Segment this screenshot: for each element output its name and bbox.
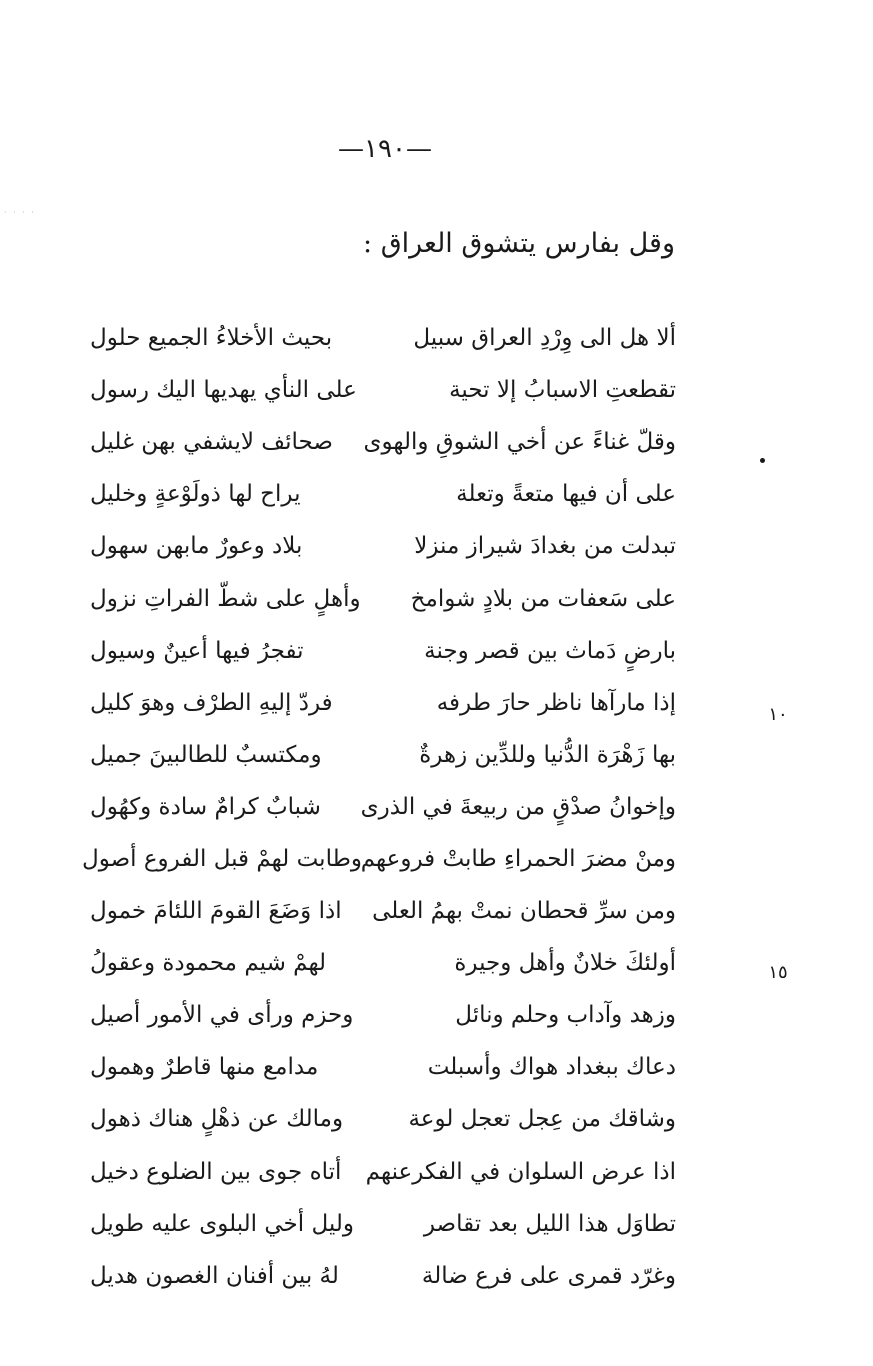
verse-second-hemistich: بلاد وعورٌ مابهن سهول (90, 533, 303, 560)
verse-second-hemistich: بحيث الأخلاءُ الجميع حلول (90, 325, 333, 352)
verse-first-hemistich: تقطعتِ الاسبابُ إلا تحية (449, 377, 676, 404)
verse-second-hemistich: اذا وَضَعَ القومَ اللئامَ خمول (90, 898, 342, 925)
verse-first-hemistich: وشاقك من عِجل تعجل لوعة (408, 1106, 676, 1133)
verse-line (90, 416, 676, 468)
verse-line (90, 1093, 676, 1145)
verse-line (90, 468, 676, 520)
verse-line (90, 312, 676, 364)
poem-heading: وقل بفارس يتشوق العراق : (363, 228, 675, 259)
page-number: —١٩٠— (338, 134, 432, 164)
verse-second-hemistich: لهمْ شيم محمودة وعقولُ (90, 950, 327, 977)
verse-first-hemistich: وغرّد قمرى على فرع ضالة (421, 1262, 676, 1289)
verse-line (90, 572, 676, 624)
verse-line (90, 625, 676, 677)
verse-second-hemistich: ومالك عن ذهْلٍ هناك ذهول (90, 1106, 344, 1133)
verse-first-hemistich: اذا عرض السلوان في الفكرعنهم (365, 1158, 676, 1185)
verse-first-hemistich: وزهد وآداب وحلم ونائل (455, 1002, 676, 1029)
verse-second-hemistich: يراح لها ذولَوْعةٍ وخليل (90, 481, 301, 508)
verse-second-hemistich: وليل أخي البلوى عليه طويل (90, 1210, 354, 1237)
verse-first-hemistich: بها زَهْرَة الدُّنيا وللدِّين زهرةٌ (419, 741, 676, 768)
verse-first-hemistich: على سَعفات من بلادٍ شوامخ (410, 585, 676, 612)
verse-second-hemistich: ومكتسبٌ للطالبينَ جميل (90, 741, 322, 768)
verse-first-hemistich: وقلّ غناءً عن أخي الشوقِ والهوى (363, 429, 676, 456)
verse-line (90, 1146, 676, 1198)
verse-second-hemistich: مدامع منها قاطرٌ وهمول (90, 1054, 319, 1081)
verse-second-hemistich: شبابٌ كرامٌ سادة وكهُول (90, 793, 321, 820)
verse-second-hemistich: صحائف لايشفي بهن غليل (90, 429, 333, 456)
verse-first-hemistich: تطاوَل هذا الليل بعد تقاصر (423, 1210, 676, 1237)
verse-second-hemistich: أتاه جوى بين الضلوع دخيل (90, 1158, 342, 1185)
verse-first-hemistich: وإخوانُ صدْقٍ من ربيعةَ في الذرى (360, 793, 676, 820)
verse-first-hemistich: بارضٍ دَماث بين قصر وجنة (424, 637, 676, 664)
verse-line (90, 989, 676, 1041)
margin-dot (760, 458, 765, 463)
line-number-15: ١٥ (768, 962, 788, 983)
poem-verses (82, 312, 676, 1302)
verse-line (90, 1041, 676, 1093)
verse-first-hemistich: ومن سرِّ قحطان نمتْ بهمُ العلى (372, 898, 676, 925)
verse-second-hemistich: فردّ إليهِ الطرْف وهوَ كليل (90, 689, 333, 716)
verse-second-hemistich: وحزم ورأى في الأمور أصيل (90, 1002, 354, 1029)
verse-line (90, 1250, 676, 1302)
verse-second-hemistich: على النأي يهديها اليك رسول (90, 377, 357, 404)
verse-line (90, 677, 676, 729)
verse-first-hemistich: دعاك ببغداد هواك وأسبلت (427, 1054, 676, 1081)
verse-line (82, 833, 676, 885)
verse-first-hemistich: تبدلت من بغدادَ شيراز منزلا (414, 533, 676, 560)
verse-first-hemistich: على أن فيها متعةً وتعلة (456, 481, 676, 508)
verse-line (90, 364, 676, 416)
verse-second-hemistich: وطابت لهمْ قبل الفروع أصول (82, 845, 362, 872)
verse-first-hemistich: إذا مارآها ناظر حارَ طرفه (436, 689, 676, 716)
page-smudge: · · · · (4, 208, 36, 217)
verse-first-hemistich: ومنْ مضرَ الحمراءِ طابتْ فروعهم (360, 845, 676, 872)
line-number-10: ١٠ (768, 704, 788, 725)
verse-first-hemistich: أولئكَ خلانٌ وأهل وجيرة (454, 950, 676, 977)
verse-line (90, 937, 676, 989)
verse-line (90, 729, 676, 781)
verse-second-hemistich: تفجرُ فيها أعينٌ وسيول (90, 637, 304, 664)
verse-first-hemistich: ألا هل الى وِرْدِ العراق سبيل (413, 325, 676, 352)
verse-line (90, 520, 676, 572)
verse-second-hemistich: وأهلٍ على شطّ الفراتِ نزول (90, 585, 361, 612)
verse-line (90, 1198, 676, 1250)
verse-line (90, 885, 676, 937)
verse-second-hemistich: لهُ بين أفنان الغصون هديل (90, 1262, 339, 1289)
verse-line (90, 781, 676, 833)
